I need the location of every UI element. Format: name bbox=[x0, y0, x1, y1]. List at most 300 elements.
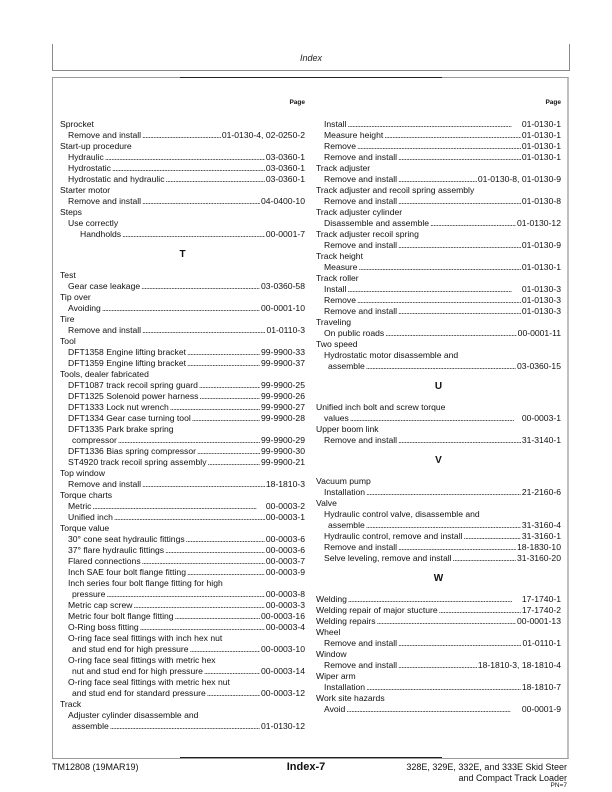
entry-text: Steps bbox=[60, 207, 82, 217]
leader-dots bbox=[197, 446, 260, 457]
entry-text: Remove and install bbox=[324, 174, 398, 184]
index-subentry bbox=[60, 644, 305, 655]
leader-dots bbox=[165, 545, 265, 556]
leader-dots bbox=[140, 622, 265, 633]
page-reference: 00-0003-4 bbox=[265, 622, 305, 632]
entry-text: Metric four bolt flange fitting bbox=[68, 611, 174, 621]
index-topic bbox=[60, 292, 305, 303]
index-subentry bbox=[316, 328, 561, 339]
entry-text: Window bbox=[316, 649, 347, 659]
leader-dots bbox=[133, 600, 264, 611]
entry-text: Starter motor bbox=[60, 185, 111, 195]
entry-text: Remove and install bbox=[324, 660, 398, 670]
leader-dots bbox=[92, 501, 264, 512]
leader-dots bbox=[358, 262, 520, 273]
section-letter: V bbox=[435, 455, 442, 466]
index-subentry bbox=[316, 240, 561, 251]
leader-dots bbox=[142, 325, 265, 336]
page-reference: 99-9900-26 bbox=[261, 391, 305, 401]
entry-text: Remove and install bbox=[68, 479, 142, 489]
entry-text: Track height bbox=[316, 251, 363, 261]
leader-dots bbox=[366, 487, 521, 498]
index-topic bbox=[60, 336, 305, 347]
index-subentry bbox=[60, 457, 305, 468]
index-topic bbox=[316, 671, 561, 682]
index-subentry bbox=[60, 391, 305, 402]
page-reference: 17-1740-2 bbox=[521, 605, 561, 615]
index-topic bbox=[316, 317, 561, 328]
entry-text: DFT1358 Engine lifting bracket bbox=[68, 347, 186, 357]
entry-text: Hydrostatic bbox=[68, 163, 111, 173]
leader-dots bbox=[398, 542, 516, 553]
leader-dots bbox=[190, 644, 260, 655]
entry-text: Tool bbox=[60, 336, 76, 346]
entry-text: Remove and install bbox=[324, 542, 398, 552]
entry-text: Use correctly bbox=[68, 218, 119, 228]
entry-text: and stud end for standard pressure bbox=[72, 688, 206, 698]
leader-dots bbox=[102, 303, 260, 314]
page-reference: 18-1810-3 bbox=[265, 479, 305, 489]
entry-text: Wiper arm bbox=[316, 671, 356, 681]
index-column-left bbox=[60, 97, 305, 732]
entry-text: Install bbox=[324, 284, 347, 294]
index-subentry bbox=[60, 325, 305, 336]
index-topic bbox=[316, 605, 561, 616]
running-header bbox=[52, 44, 570, 71]
page-reference: 00-0003-1 bbox=[265, 512, 305, 522]
page-reference: 99-9900-21 bbox=[261, 457, 305, 467]
page-reference: 03-0360-58 bbox=[261, 281, 305, 291]
page-reference: 00-0003-9 bbox=[265, 567, 305, 577]
page-reference: 04-0400-10 bbox=[261, 196, 305, 206]
index-subentry bbox=[316, 542, 561, 553]
entry-text: pressure bbox=[72, 589, 106, 599]
bottom-rule bbox=[180, 757, 442, 758]
index-topic bbox=[316, 616, 561, 627]
index-subentry bbox=[316, 152, 561, 163]
entry-text: DFT1334 Gear case turning tool bbox=[68, 413, 191, 423]
entry-text: Disassemble and assemble bbox=[324, 218, 430, 228]
page-column-heading: Page bbox=[289, 99, 305, 106]
index-subentry bbox=[60, 567, 305, 578]
index-topic bbox=[316, 649, 561, 660]
entry-text: Remove bbox=[324, 295, 356, 305]
leader-dots bbox=[199, 380, 260, 391]
index-subentry bbox=[60, 446, 305, 457]
index-subentry bbox=[60, 229, 305, 240]
entry-text: Flared connections bbox=[68, 556, 141, 566]
index-subentry bbox=[60, 501, 305, 512]
section-letter: U bbox=[434, 381, 443, 392]
pn-label: PN=7 bbox=[550, 782, 567, 789]
leader-dots bbox=[199, 391, 260, 402]
entry-text: Avoiding bbox=[68, 303, 101, 313]
index-subentry bbox=[60, 479, 305, 490]
page-reference: 00-0003-6 bbox=[265, 534, 305, 544]
index-subentry bbox=[316, 531, 561, 542]
entry-text: Start-up procedure bbox=[60, 141, 132, 151]
page-reference: 00-0003-7 bbox=[265, 556, 305, 566]
page-reference: 18-1830-10 bbox=[517, 542, 561, 552]
leader-dots bbox=[439, 605, 521, 616]
index-subentry bbox=[316, 174, 561, 185]
section-letter: W bbox=[433, 573, 444, 584]
entry-text: Wheel bbox=[316, 627, 341, 637]
index-column-right bbox=[316, 97, 561, 715]
entry-text: Remove and install bbox=[324, 152, 398, 162]
leader-dots bbox=[398, 152, 521, 163]
entry-text: Track bbox=[60, 699, 82, 709]
index-topic bbox=[316, 229, 561, 240]
index-topic bbox=[60, 270, 305, 281]
leader-dots bbox=[398, 435, 521, 446]
index-topic bbox=[316, 251, 561, 262]
entry-text: Remove and install bbox=[68, 196, 142, 206]
entry-text: Selve leveling, remove and install bbox=[324, 553, 452, 563]
page-reference: 31-3140-1 bbox=[521, 435, 561, 445]
index-topic bbox=[316, 693, 561, 704]
leader-dots bbox=[122, 229, 265, 240]
leader-dots bbox=[166, 174, 265, 185]
page-reference: 03-0360-1 bbox=[265, 163, 305, 173]
page-number: Index-7 bbox=[286, 761, 326, 773]
leader-dots bbox=[398, 240, 521, 251]
header-title: Index bbox=[299, 53, 323, 63]
page-reference: 03-0360-1 bbox=[265, 174, 305, 184]
index-topic bbox=[60, 468, 305, 479]
entry-text: Hydraulic control, remove and install bbox=[324, 531, 463, 541]
index-topic bbox=[60, 523, 305, 534]
entry-text: DFT1336 Bias spring compressor bbox=[68, 446, 196, 456]
index-topic bbox=[316, 185, 561, 196]
index-subentry bbox=[316, 520, 561, 531]
entry-text: Work site hazards bbox=[316, 693, 385, 703]
leader-dots bbox=[347, 284, 520, 295]
index-subentry bbox=[60, 512, 305, 523]
index-subentry bbox=[316, 295, 561, 306]
leader-dots bbox=[398, 174, 477, 185]
index-subentry bbox=[316, 413, 561, 424]
entry-text: Test bbox=[60, 270, 76, 280]
entry-text: Track adjuster recoil spring bbox=[316, 229, 419, 239]
page-reference: 00-0003-16 bbox=[261, 611, 305, 621]
index-subentry bbox=[316, 262, 561, 273]
page-reference: 01-0130-1 bbox=[521, 152, 561, 162]
index-topic bbox=[60, 185, 305, 196]
page-reference: 03-0360-1 bbox=[265, 152, 305, 162]
index-subentry bbox=[60, 424, 305, 435]
leader-dots bbox=[142, 556, 265, 567]
index-topic bbox=[60, 119, 305, 130]
leader-dots bbox=[110, 721, 260, 732]
leader-dots bbox=[114, 512, 265, 523]
index-subentry bbox=[60, 347, 305, 358]
index-subentry bbox=[60, 281, 305, 292]
index-topic bbox=[60, 490, 305, 501]
entry-text: Unified inch bbox=[68, 512, 113, 522]
index-topic bbox=[60, 314, 305, 325]
index-subentry bbox=[60, 534, 305, 545]
entry-text: O-ring face seal fittings with inch hex nut bbox=[68, 633, 223, 643]
page-reference: 31-3160-20 bbox=[517, 553, 561, 563]
page-reference: 00-0003-12 bbox=[261, 688, 305, 698]
entry-text: Track adjuster bbox=[316, 163, 371, 173]
index-subentry bbox=[316, 682, 561, 693]
entry-text: Welding repair of major stucture bbox=[316, 605, 438, 615]
entry-text: Valve bbox=[316, 498, 337, 508]
index-subentry bbox=[60, 545, 305, 556]
entry-text: Upper boom link bbox=[316, 424, 379, 434]
entry-text: O-ring face seal fittings with metric hex nut bbox=[68, 677, 230, 687]
entry-text: Inch series four bolt flange fitting for high bbox=[68, 578, 223, 588]
index-subentry bbox=[60, 666, 305, 677]
entry-text: Install bbox=[324, 119, 347, 129]
page-reference: 01-0130-12 bbox=[517, 218, 561, 228]
entry-text: Adjuster cylinder disassemble and bbox=[68, 710, 199, 720]
page-reference: 01-0130-8 bbox=[521, 196, 561, 206]
page-reference: 00-0003-1 bbox=[521, 413, 561, 423]
entry-text: Welding repairs bbox=[316, 616, 376, 626]
index-subentry bbox=[60, 655, 305, 666]
entry-text: Hydrostatic and hydraulic bbox=[68, 174, 165, 184]
index-subentry bbox=[60, 303, 305, 314]
index-subentry bbox=[60, 358, 305, 369]
entry-text: Torque value bbox=[60, 523, 110, 533]
page-reference: 21-2160-6 bbox=[521, 487, 561, 497]
leader-dots bbox=[348, 594, 521, 605]
page-reference: 01-0130-4, 02-0250-2 bbox=[221, 130, 305, 140]
leader-dots bbox=[398, 196, 521, 207]
page-reference: 01-0110-1 bbox=[522, 638, 561, 648]
leader-dots bbox=[118, 435, 260, 446]
leader-dots bbox=[350, 413, 521, 424]
index-subentry bbox=[316, 130, 561, 141]
index-subentry bbox=[60, 218, 305, 229]
page-reference: 18-1810-3, 18-1810-4 bbox=[477, 660, 561, 670]
index-subentry bbox=[316, 196, 561, 207]
page-reference: 01-0110-3 bbox=[266, 325, 305, 335]
index-topic bbox=[316, 476, 561, 487]
leader-dots bbox=[204, 666, 260, 677]
entry-text: Track adjuster and recoil spring assembly bbox=[316, 185, 475, 195]
leader-dots bbox=[170, 402, 260, 413]
entry-text: Top window bbox=[60, 468, 105, 478]
page-reference: 01-0130-12 bbox=[261, 721, 305, 731]
index-subentry bbox=[316, 660, 561, 671]
page-reference: 01-0130-1 bbox=[521, 130, 561, 140]
page-reference: 01-0130-3 bbox=[521, 284, 561, 294]
entry-text: DFT1087 track recoil spring guard bbox=[68, 380, 198, 390]
page-reference: 00-0003-6 bbox=[265, 545, 305, 555]
entry-text: DFT1325 Solenoid power harness bbox=[68, 391, 199, 401]
entry-text: assemble bbox=[328, 520, 365, 530]
page-reference: 01-0130-1 bbox=[521, 262, 561, 272]
entry-text: Welding bbox=[316, 594, 347, 604]
index-subentry bbox=[60, 622, 305, 633]
leader-dots bbox=[141, 281, 260, 292]
index-subentry bbox=[60, 721, 305, 732]
page-reference: 00-0003-3 bbox=[265, 600, 305, 610]
entry-text: Remove and install bbox=[324, 240, 398, 250]
page-reference: 99-9900-37 bbox=[261, 358, 305, 368]
entry-text: assemble bbox=[72, 721, 109, 731]
page-reference: 31-3160-4 bbox=[521, 520, 561, 530]
entry-text: Inch SAE four bolt flange fitting bbox=[68, 567, 186, 577]
leader-dots bbox=[105, 152, 265, 163]
index-subentry bbox=[316, 435, 561, 446]
leader-dots bbox=[142, 130, 221, 141]
index-subentry bbox=[316, 704, 561, 715]
entry-text: Avoid bbox=[324, 704, 346, 714]
index-subentry bbox=[316, 638, 561, 649]
entry-text: Remove and install bbox=[68, 325, 142, 335]
leader-dots bbox=[366, 682, 521, 693]
leader-dots bbox=[464, 531, 521, 542]
index-subentry bbox=[316, 218, 561, 229]
index-topic bbox=[316, 498, 561, 509]
entry-text: On public roads bbox=[324, 328, 385, 338]
leader-dots bbox=[187, 358, 260, 369]
page-column-heading: Page bbox=[545, 99, 561, 106]
index-topic bbox=[316, 273, 561, 284]
leader-dots bbox=[357, 141, 521, 152]
page-reference: 01-0130-3 bbox=[521, 295, 561, 305]
entry-text: DFT1335 Park brake spring bbox=[68, 424, 174, 434]
index-subentry bbox=[60, 710, 305, 721]
top-rule bbox=[180, 77, 442, 78]
leader-dots bbox=[187, 567, 265, 578]
entry-text: Tools, dealer fabricated bbox=[60, 369, 149, 379]
index-topic bbox=[316, 627, 561, 638]
entry-text: 30° cone seat hydraulic fittings bbox=[68, 534, 185, 544]
entry-text: Remove and install bbox=[68, 130, 142, 140]
entry-text: DFT1359 Engine lifting bracket bbox=[68, 358, 186, 368]
doc-title bbox=[406, 762, 567, 784]
leader-dots bbox=[430, 218, 516, 229]
entry-text: DFT1333 Lock nut wrench bbox=[68, 402, 169, 412]
page-reference: 31-3160-1 bbox=[521, 531, 561, 541]
entry-text: Handholds bbox=[80, 229, 122, 239]
entry-text: and stud end for high pressure bbox=[72, 644, 189, 654]
entry-text: ST4920 track recoil spring assembly bbox=[68, 457, 207, 467]
leader-dots bbox=[377, 616, 516, 627]
index-topic bbox=[60, 207, 305, 218]
entry-text: Tire bbox=[60, 314, 75, 324]
index-subentry bbox=[60, 611, 305, 622]
index-subentry bbox=[60, 578, 305, 589]
leader-dots bbox=[208, 457, 261, 468]
index-topic bbox=[316, 402, 561, 413]
page-reference: 01-0130-8, 01-0130-9 bbox=[477, 174, 561, 184]
page-reference: 00-0003-14 bbox=[261, 666, 305, 676]
index-subentry bbox=[60, 130, 305, 141]
entry-text: 37° flare hydraulic fittings bbox=[68, 545, 165, 555]
index-topic bbox=[316, 339, 561, 350]
leader-dots bbox=[357, 295, 521, 306]
leader-dots bbox=[106, 589, 264, 600]
entry-text: Hydraulic bbox=[68, 152, 104, 162]
leader-dots bbox=[186, 534, 265, 545]
index-subentry bbox=[60, 556, 305, 567]
index-topic bbox=[316, 424, 561, 435]
page-reference: 00-0003-10 bbox=[261, 644, 305, 654]
page-reference: 00-0001-13 bbox=[517, 616, 561, 626]
doc-id: TM12808 (19MAR19) bbox=[52, 762, 139, 772]
leader-dots bbox=[366, 520, 521, 531]
index-topic bbox=[60, 141, 305, 152]
page-reference: 99-9900-33 bbox=[261, 347, 305, 357]
page-reference: 01-0130-1 bbox=[521, 141, 561, 151]
entry-text: Remove and install bbox=[324, 196, 398, 206]
index-subentry bbox=[60, 688, 305, 699]
leader-dots bbox=[385, 328, 516, 339]
index-subentry bbox=[60, 402, 305, 413]
entry-text: Hydrostatic motor disassemble and bbox=[324, 350, 459, 360]
index-topic bbox=[60, 369, 305, 380]
index-subentry bbox=[60, 413, 305, 424]
page-reference: 18-1810-7 bbox=[521, 682, 561, 692]
leader-dots bbox=[384, 130, 521, 141]
entry-text: Traveling bbox=[316, 317, 352, 327]
index-subentry bbox=[60, 677, 305, 688]
entry-text: Sprocket bbox=[60, 119, 94, 129]
entry-text: Remove and install bbox=[324, 435, 398, 445]
page-reference: 01-0130-3 bbox=[521, 306, 561, 316]
entry-text: Installation bbox=[324, 682, 366, 692]
page-reference: 17-1740-1 bbox=[521, 594, 561, 604]
index-subentry bbox=[316, 350, 561, 361]
leader-dots bbox=[346, 704, 520, 715]
entry-text: Gear case leakage bbox=[68, 281, 141, 291]
entry-text: Track roller bbox=[316, 273, 359, 283]
index-subentry bbox=[60, 600, 305, 611]
index-subentry bbox=[60, 380, 305, 391]
leader-dots bbox=[398, 306, 521, 317]
page-reference: 99-9900-30 bbox=[261, 446, 305, 456]
doc-title-line1: 328E, 329E, 332E, and 333E Skid Steer bbox=[406, 762, 567, 772]
index-topic bbox=[316, 207, 561, 218]
page-reference: 00-0001-7 bbox=[265, 229, 305, 239]
index-subentry bbox=[316, 306, 561, 317]
entry-text: Vacuum pump bbox=[316, 476, 371, 486]
index-subentry bbox=[60, 174, 305, 185]
entry-text: Unified inch bolt and screw torque bbox=[316, 402, 446, 412]
leader-dots bbox=[453, 553, 516, 564]
index-subentry bbox=[316, 284, 561, 295]
entry-text: Remove and install bbox=[324, 638, 398, 648]
entry-text: assemble bbox=[328, 361, 365, 371]
entry-text: Two speed bbox=[316, 339, 358, 349]
entry-text: Remove and install bbox=[324, 306, 398, 316]
index-subentry bbox=[60, 163, 305, 174]
entry-text: Track adjuster cylinder bbox=[316, 207, 403, 217]
leader-dots bbox=[187, 347, 260, 358]
entry-text: Metric cap screw bbox=[68, 600, 133, 610]
leader-dots bbox=[366, 361, 516, 372]
entry-text: Installation bbox=[324, 487, 366, 497]
page-reference: 99-9900-29 bbox=[261, 435, 305, 445]
leader-dots bbox=[142, 479, 265, 490]
index-subentry bbox=[60, 435, 305, 446]
page-reference: 00-0003-2 bbox=[265, 501, 305, 511]
entry-text: Remove bbox=[324, 141, 356, 151]
page-reference: 00-0003-8 bbox=[265, 589, 305, 599]
leader-dots bbox=[142, 196, 260, 207]
entry-text: Measure bbox=[324, 262, 358, 272]
page-reference: 01-0130-1 bbox=[521, 119, 561, 129]
page-reference: 01-0130-9 bbox=[521, 240, 561, 250]
index-subentry bbox=[316, 119, 561, 130]
